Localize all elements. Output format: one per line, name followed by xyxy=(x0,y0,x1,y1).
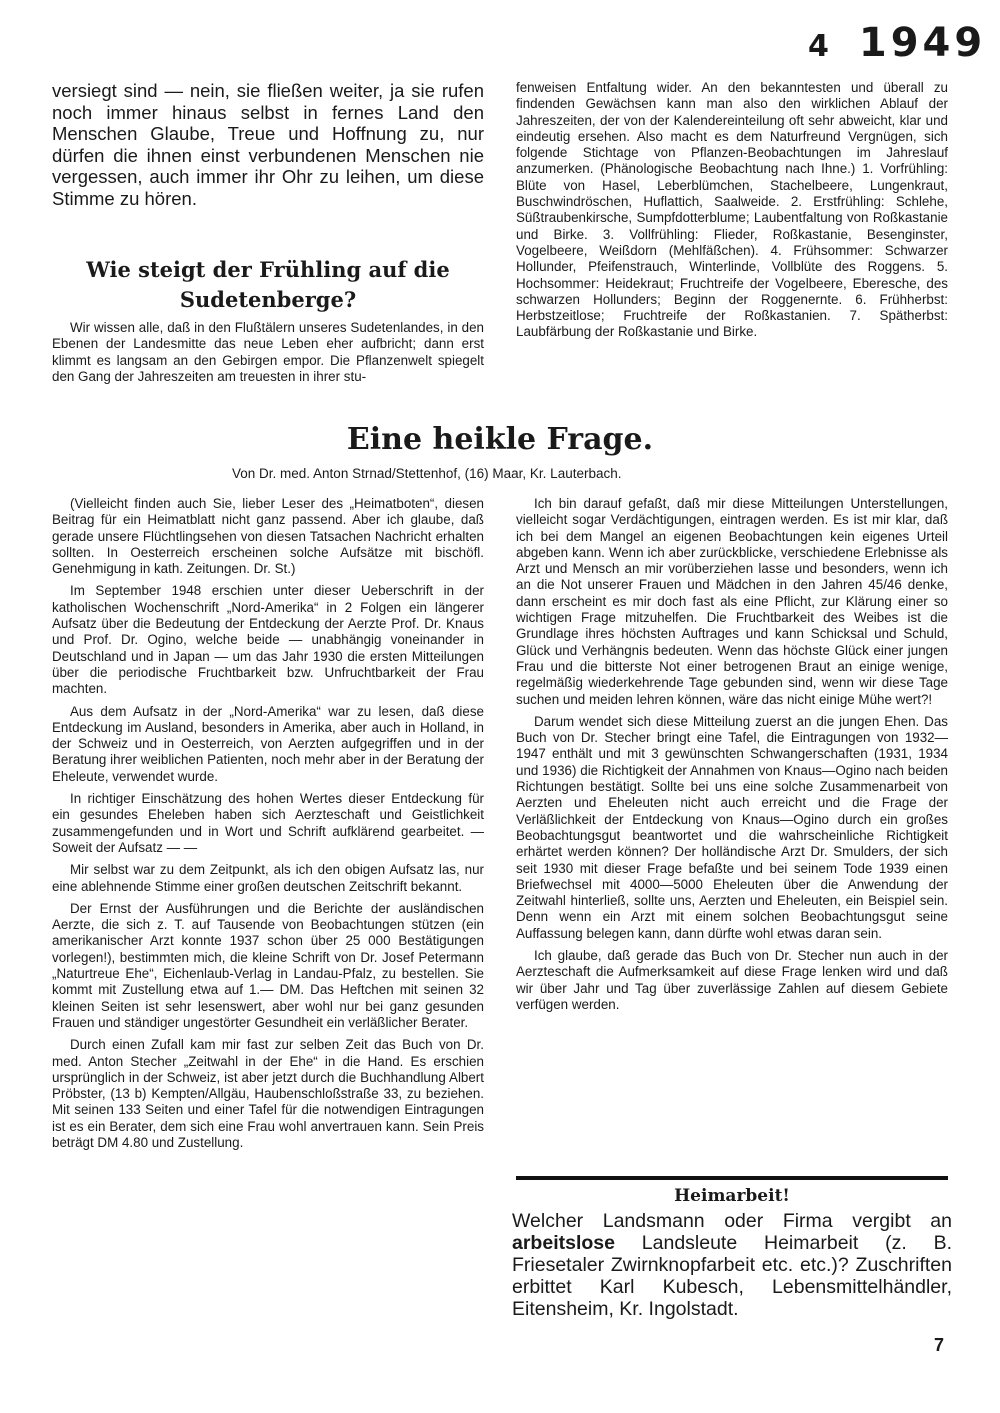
paragraph: Der Ernst der Ausführungen und die Berichte der ausländischen Aerzte, die sich z. T. auf Tausende von Beobachtungen stützen (ein amerikanischer Arzt konnte 1937 schon über 25 000 Bestätigungen vorlegen!), bestimmten mich, die kleine Schrift von Dr. Josef Petermann „Naturtreue Ehe“, Eichenlaub-Verlag in Landau-Pfalz, zu bestellen. Sie kommt mit Zustellung etwa auf 1.— DM. Das Heftchen mit seinen 32 kleinen Seiten ist sehr lesenswert, aber wohl nur bei ganz gesunden Frauen und ständiger ungestörter Gesundheit ein verläßlicher Berater. xyxy=(52,900,484,1030)
paragraph: versiegt sind — nein, sie fließen weiter, ja sie rufen noch immer hinaus selbst in fernes Land den Menschen Glaube, Treue und Hoffnung zu, nur dürfen die ihnen einst verbundenen Menschen nie vergessen, auch immer ihr Ohr zu leihen, um diese Stimme zu hören. xyxy=(52,80,484,209)
spring-article-right xyxy=(516,80,948,347)
main-article-right-column xyxy=(516,496,948,1019)
main-article-title: Eine heikle Frage. xyxy=(346,422,654,457)
paragraph: Ich glaube, daß gerade das Buch von Dr. Stecher nun auch in der Aerzteschaft die Aufmerksamkeit auf diese Frage lenken wird und daß wir über Jahr und Tag über zuverlässige Zahlen auf diesem Gebiete verfügen werden. xyxy=(516,948,948,1012)
byline: Von Dr. med. Anton Strnad/Stettenhof, (16) Maar, Kr. Lauterbach. xyxy=(232,466,622,481)
paragraph: Durch einen Zufall kam mir fast zur selben Zeit das Buch von Dr. med. Anton Stecher „Zeitwahl in der Ehe“ in die Hand. Es erschien ursprünglich in der Schweiz, ist aber jetzt durch die Buchhandlung Albert Pröbster, (13 b) Kempten/Allgäu, Haubenschloßstraße 33, zu beziehen. Mit seinen 133 Seiten und einer Tafel für die notwendigen Eintragungen ist es ein Berater, dem sich eine Frau wohl anvertrauen kann. Sein Preis beträgt DM 4.80 und Zustellung. xyxy=(52,1037,484,1150)
notice-title: Heimarbeit! xyxy=(674,1186,790,1206)
issue-number: 4 xyxy=(808,29,833,64)
notice-text-part: Welcher Landsmann oder Firma vergibt an xyxy=(512,1210,952,1232)
paragraph: fenweisen Entfaltung wider. An den bekanntesten und überall zu findenden Gewächsen kann man also den wirklichen Ablauf der Jahreszeiten, der von der Kalendereinteilung oft sehr abweicht, klar und eindeutig ersehen. Also macht es dem Naturfreund Vergnügen, sich folgende Stichtage von Pflanzen-Beobachtungen im Jahreslauf anzumerken. (Phänologische Beobachtung nach Ihne.) 1. Vorfrühling: Blüte von Hasel, Leberblümchen, Stachelbeere, Lungenkraut, Buschwindröschen, Huflattich, Saalweide. 2. Erstfrühling: Schlehe, Süßtraubenkirsche, Sumpfdotterblume; Laubentfaltung von Roßkastanie und Birke. 3. Vollfrühling: Flieder, Roßkastanie, Besenginster, Vogelbeere, Weißdorn (Mehlfäßchen). 4. Frühsommer: Schwarzer Hollunder, Pfeifenstrauch, Winterlinde, Vollblüte des Roggens. 5. Hochsommer: Heidekraut; Fruchtreife der Vogelbeere, Eberesche, des schwarzen Hollunders; Beginn der Roggenernte. 6. Frühherbst: Herbstzeitlose; Fruchtreife der Roßkastanien. 7. Spätherbst: Laubfärbung der Roßkastanie und Birke. xyxy=(516,80,948,340)
notice-emphasis: arbeitslose xyxy=(512,1232,615,1254)
paragraph: Mir selbst war zu dem Zeitpunkt, als ich den obigen Aufsatz las, nur eine ablehnende Stimme einer großen deutschen Zeitschrift bekannt. xyxy=(52,862,484,894)
divider-rule xyxy=(516,1176,948,1180)
paragraph: Im September 1948 erschien unter dieser Ueberschrift in der katholischen Wochenschrift „Nord-Amerika“ in 2 Folgen ein längerer Aufsatz über die Bedeutung der Entdeckung der Aerzte Prof. Dr. Knaus und Prof. Dr. Ogino, welche beide — unabhängig voneinander in Deutschland und in Japan — um das Jahr 1930 die ersten Mitteilungen über die periodische Fruchtbarkeit bzw. Unfruchtbarkeit der Frau machten. xyxy=(52,583,484,697)
main-article-left-column xyxy=(52,496,484,1157)
issue-header xyxy=(808,20,986,66)
spring-article-left xyxy=(52,320,484,391)
notice-box xyxy=(512,1186,952,1320)
paragraph: Aus dem Aufsatz in der „Nord-Amerika“ war zu lesen, daß diese Entdeckung im Ausland, besonders in Amerika, aber auch in Holland, in der Schweiz und in Oesterreich, von Aerzten aufgegriffen und in der Beratung ihrer weiblichen Patienten, noch mehr aber in der Beratung der Eheleute, verwendet wurde. xyxy=(52,703,484,784)
paragraph: (Vielleicht finden auch Sie, lieber Leser des „Heimatboten“, diesen Beitrag für ein Heimatblatt nicht ganz passend. Aber ich glaube, daß gerade unsere Flüchtlingsehen von diesen Tatsachen Nachricht erhalten sollten. In Oesterreich erscheinen solche Aufsätze mit bischöfl. Genehmigung in kath. Zeitungen. Dr. St.) xyxy=(52,496,484,577)
notice-text xyxy=(512,1210,952,1320)
continuation-text xyxy=(52,80,484,215)
title-line: Sudetenberge? xyxy=(179,287,357,312)
page-number: 7 xyxy=(934,1335,945,1355)
paragraph: Wir wissen alle, daß in den Flußtälern unseres Sudetenlandes, in den Ebenen der Landesmitte das neue Leben eher aufbricht; dann erst klimmt es langsam an den Gebirgen empor. Die Pflanzenwelt spiegelt den Gang der Jahreszeiten am treuesten in ihrer stu- xyxy=(52,320,484,384)
issue-year: 1949 xyxy=(858,20,987,66)
spring-article-title xyxy=(52,255,484,315)
paragraph: In richtiger Einschätzung des hohen Wertes dieser Entdeckung für ein gesundes Eheleben haben sich Aerzteschaft und Geistlichkeit zusammengefunden und in Wort und Schrift aufklärend gearbeitet. — Soweit der Aufsatz — — xyxy=(52,791,484,855)
paragraph: Darum wendet sich diese Mitteilung zuerst an die jungen Ehen. Das Buch von Dr. Stecher bringt eine Tafel, die Eintragungen von 1932—1947 enthält und mit 3 gewünschten Schwangerschaften (1931, 1934 und 1936) die Richtigkeit der Annahmen von Knaus—Ogino nach beiden Richtungen bestätigt. Sollte bei uns eine solche Zusammenarbeit von Aerzten und Eheleuten nicht auch erreicht und die Frage der Verläßlichkeit der Entdeckung von Knaus—Ogino durch ein großes Beobachtungsgut beantwortet und die wahrscheinliche Richtigkeit erhärtet werden können? Der holländische Arzt Dr. Smulders, der sich seit 1930 mit dieser Frage befaßte und bei seinem Tode 1939 einen Briefwechsel mit 4000—5000 Eheleuten über die Anwendung der Zeitwahl hinterließ, sollte uns, Aerzten und Eheleuten, ein Beispiel sein. Denn wenn ein Arzt mit einem solchen Beobachtungsgut seine Auffassung belegen kann, dann dürfte wohl etwas daran sein. xyxy=(516,713,948,941)
title-line: Wie steigt der Frühling auf die xyxy=(86,257,450,282)
paragraph: Ich bin darauf gefaßt, daß mir diese Mitteilungen Unterstellungen, vielleicht sogar Verdächtigungen, eintragen werden. Es ist mir klar, daß ich bei dem Mangel an eigenen Beobachtungen kein eigenes Urteil abgeben kann. Wenn ich aber zurückblicke, verschiedene Erlebnisse als Arzt und Mensch an mir vorüberziehen lasse und besonders, wenn ich an die Not unserer Frauen und Mädchen in den Jahren 45/46 denke, dann erscheint es mir doch fast als eine Pflicht, zur Klärung einer so wichtigen Frage mitzuhelfen. Die Fruchtbarkeit des Weibes ist die Grundlage ihres höchsten Auftrages und kann Schicksal und Schuld, Glück und Verhängnis bedeuten. Wenn das höchste Glück einer jungen Frau und die bitterste Not einer betrogenen Braut an einige wenige, regelmäßig wiederkehrende Tage gebunden sind, wenn wir diese Tage suchen und meiden lehren können, wäre das nicht einige Mühe wert?! xyxy=(516,496,948,707)
notice-text-part: Landsleute Heimarbeit (z. B. Friesetaler Zwirnknopfarbeit etc. etc.)? Zuschriften erbittet Karl Kubesch, Lebensmittelhändler, Eitensheim, Kr. Ingolstadt. xyxy=(512,1232,952,1320)
